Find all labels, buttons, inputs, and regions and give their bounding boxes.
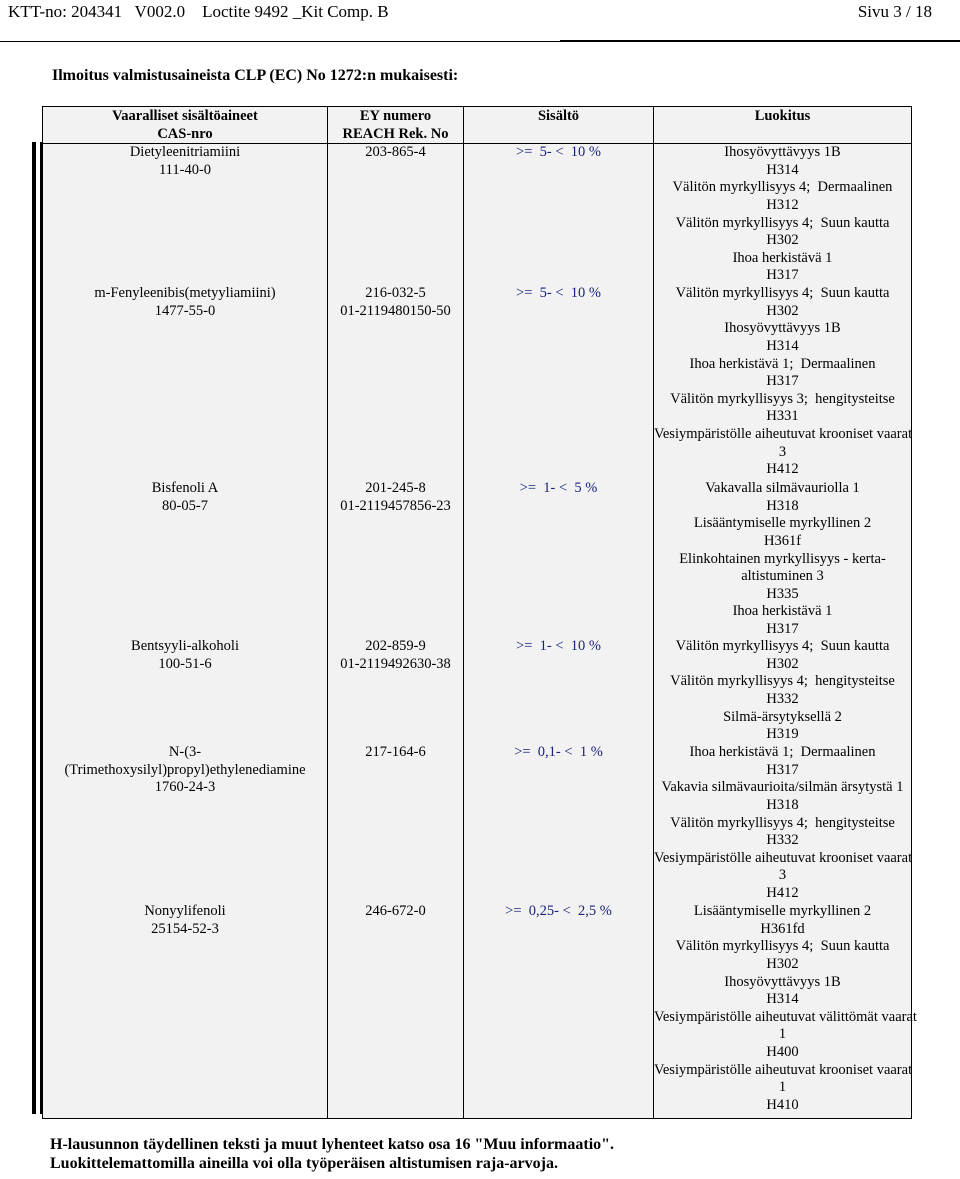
footnote-line: H-lausunnon täydellinen teksti ja muut lyhenteet katso osa 16 "Muu informaatio".: [50, 1136, 615, 1153]
ec-block: [328, 903, 463, 921]
hazard-statement: H302: [766, 232, 799, 249]
substance-block: [43, 903, 327, 938]
classification-block: [654, 744, 911, 902]
substance-name: Bentsyyli-alkoholi: [131, 638, 239, 655]
substance-block: [43, 744, 327, 797]
hazard-class: altistuminen 3: [741, 568, 824, 585]
hazard-class: Ihosyövyttävyys 1B: [724, 320, 841, 337]
hazard-statement: H318: [766, 497, 799, 514]
cas-number: 80-05-7: [162, 497, 208, 514]
column-header-text: Vaaralliset sisältöaineet: [112, 108, 258, 124]
content-range: >= 5- < 10 %: [516, 144, 601, 161]
ec-block: [328, 638, 463, 673]
ec-block: [328, 480, 463, 515]
content-block: [464, 903, 653, 921]
hazard-category: 3: [778, 867, 787, 884]
hazard-class: Ihosyövyttävyys 1B: [724, 973, 841, 990]
hazard-statement: H302: [766, 302, 799, 319]
hazard-category: 1: [778, 1079, 787, 1096]
ec-block: [328, 285, 463, 320]
column-header-text: REACH Rek. No: [342, 125, 449, 142]
hazard-statement: H332: [766, 690, 799, 707]
column-header-text: CAS-nro: [157, 125, 213, 142]
ingredients-table: [42, 106, 917, 1119]
substance-name: (Trimethoxysilyl)propyl)ethylenediamine: [64, 761, 306, 778]
substance-name: N-(3-: [168, 744, 202, 761]
page-header: [0, 0, 960, 24]
reach-number: 01-2119457856-23: [340, 497, 451, 514]
hazard-statement: H302: [766, 655, 799, 672]
hazard-class: Ihoa herkistävä 1: [732, 249, 833, 266]
hazard-class: Ihoa herkistävä 1; Dermaalinen: [689, 355, 876, 372]
hazard-statement: H317: [766, 620, 799, 637]
hazard-statement: H314: [766, 991, 799, 1008]
content-range: >= 1- < 10 %: [516, 638, 601, 655]
hazard-class: Ihoa herkistävä 1: [732, 603, 833, 620]
content-block: [464, 744, 653, 762]
hazard-class: Välitön myrkyllisyys 4; hengitysteitse: [670, 673, 895, 690]
ec-number: 201-245-8: [365, 480, 426, 497]
classification-block: [654, 638, 911, 744]
cas-number: 1477-55-0: [154, 302, 216, 319]
ec-number: 216-032-5: [365, 285, 426, 302]
content-block: [464, 144, 653, 162]
hazard-class: Välitön myrkyllisyys 4; Suun kautta: [675, 638, 890, 655]
hazard-statement: H312: [766, 196, 799, 213]
hazard-class: Elinkohtainen myrkyllisyys - kerta-: [679, 550, 886, 567]
classification-block: [654, 480, 911, 638]
substances-cell: [43, 144, 328, 1119]
cas-number: 1760-24-3: [154, 779, 216, 796]
hazard-statement: H314: [766, 337, 799, 354]
hazard-class: Vakavalla silmävauriolla 1: [705, 480, 860, 497]
classification-block: [654, 144, 911, 285]
substance-name: Nonyylifenoli: [144, 903, 226, 920]
cas-number: 25154-52-3: [151, 920, 219, 937]
hazard-statement: H412: [766, 461, 799, 478]
hazard-class: Silmä-ärsytyksellä 2: [723, 708, 842, 725]
hazard-class: Vakavia silmävaurioita/silmän ärsytystä 1: [661, 779, 904, 796]
cas-number: 111-40-0: [158, 161, 212, 178]
header-rule-thick: [560, 40, 960, 42]
footnote-line: Luokittelemattomilla aineilla voi olla työperäisen altistumisen raja-arvoja.: [50, 1155, 558, 1172]
content-range: >= 1- < 5 %: [519, 480, 598, 497]
hazard-statement: H317: [766, 267, 799, 284]
hazard-statement: H332: [766, 832, 799, 849]
content-block: [464, 638, 653, 656]
ec-number-cell: [328, 144, 464, 1119]
hazard-statement: H318: [766, 796, 799, 813]
hazard-statement: H302: [766, 955, 799, 972]
hazard-category: 1: [778, 1026, 787, 1043]
hazard-category: 3: [778, 443, 787, 460]
column-header-classification: [654, 107, 912, 144]
ec-block: [328, 144, 463, 162]
hazard-statement: H335: [766, 585, 799, 602]
ec-number: 246-672-0: [365, 903, 426, 920]
classification-cell: [654, 144, 917, 1119]
hazard-statement: H319: [766, 726, 799, 743]
hazard-class: Lisääntymiselle myrkyllinen 2: [693, 903, 872, 920]
hazard-statement: H361fd: [760, 920, 805, 937]
change-bar: [32, 142, 36, 1114]
footnote: [50, 1135, 614, 1173]
column-header-text: Luokitus: [754, 108, 811, 124]
column-header-text: EY numero: [359, 108, 432, 124]
page-number: Sivu 3 / 18: [857, 2, 932, 21]
hazard-class: Vesiympäristölle aiheutuvat välittömät vaarat: [654, 1008, 917, 1025]
hazard-class: Ihosyövyttävyys 1B: [724, 144, 841, 161]
hazard-statement: H400: [766, 1043, 799, 1060]
content-block: [464, 480, 653, 498]
hazard-class: Vesiympäristölle aiheutuvat krooniset vaarat: [654, 425, 913, 442]
substance-block: [43, 285, 327, 320]
hazard-class: Välitön myrkyllisyys 4; Suun kautta: [675, 285, 890, 302]
column-header-text: Sisältö: [537, 108, 580, 124]
classification-block: [654, 285, 911, 479]
substance-name: Bisfenoli A: [151, 480, 219, 497]
classification-block: [654, 903, 917, 1114]
hazard-class: Välitön myrkyllisyys 4; hengitysteitse: [670, 814, 895, 831]
content-block: [464, 285, 653, 303]
column-header-substances: [43, 107, 328, 144]
substance-block: [43, 480, 327, 515]
hazard-class: Välitön myrkyllisyys 3; hengitysteitse: [670, 390, 895, 407]
ec-block: [328, 744, 463, 762]
content-range: >= 5- < 10 %: [516, 285, 601, 302]
hazard-statement: H317: [766, 373, 799, 390]
hazard-statement: H410: [766, 1096, 799, 1113]
content-range: >= 0,1- < 1 %: [514, 744, 603, 761]
reach-number: 01-2119480150-50: [340, 302, 451, 319]
hazard-statement: H331: [766, 408, 799, 425]
substance-name: Dietyleenitriamiini: [129, 144, 241, 161]
cas-number: 100-51-6: [158, 655, 212, 672]
hazard-statement: H361f: [763, 532, 802, 549]
content-range: >= 0,25- < 2,5 %: [505, 903, 612, 920]
ec-number: 217-164-6: [365, 744, 426, 761]
reach-number: 01-2119492630-38: [340, 655, 451, 672]
hazard-statement: H412: [766, 884, 799, 901]
hazard-class: Vesiympäristölle aiheutuvat krooniset vaarat: [654, 849, 913, 866]
hazard-class: Ihoa herkistävä 1; Dermaalinen: [689, 744, 876, 761]
substance-name: m-Fenyleenibis(metyyliamiini): [94, 285, 276, 302]
hazard-class: Välitön myrkyllisyys 4; Dermaalinen: [672, 179, 893, 196]
content-cell: [464, 144, 654, 1119]
hazard-class: Lisääntymiselle myrkyllinen 2: [693, 515, 872, 532]
hazard-statement: H317: [766, 761, 799, 778]
hazard-statement: H314: [766, 161, 799, 178]
ec-number: 202-859-9: [365, 638, 426, 655]
document-id: KTT-no: 204341 V002.0 Loctite 9492 _Kit Comp. B: [8, 2, 389, 21]
substance-block: [43, 638, 327, 673]
ec-number: 203-865-4: [365, 144, 426, 161]
hazard-class: Vesiympäristölle aiheutuvat krooniset vaarat: [654, 1061, 913, 1078]
hazard-class: Välitön myrkyllisyys 4; Suun kautta: [675, 938, 890, 955]
column-header-content: [464, 107, 654, 144]
section-title: Ilmoitus valmistusaineista CLP (EC) No 1272:n mukaisesti:: [52, 67, 459, 84]
hazard-class: Välitön myrkyllisyys 4; Suun kautta: [675, 214, 890, 231]
substance-block: [43, 144, 327, 179]
column-header-ec: [328, 107, 464, 144]
